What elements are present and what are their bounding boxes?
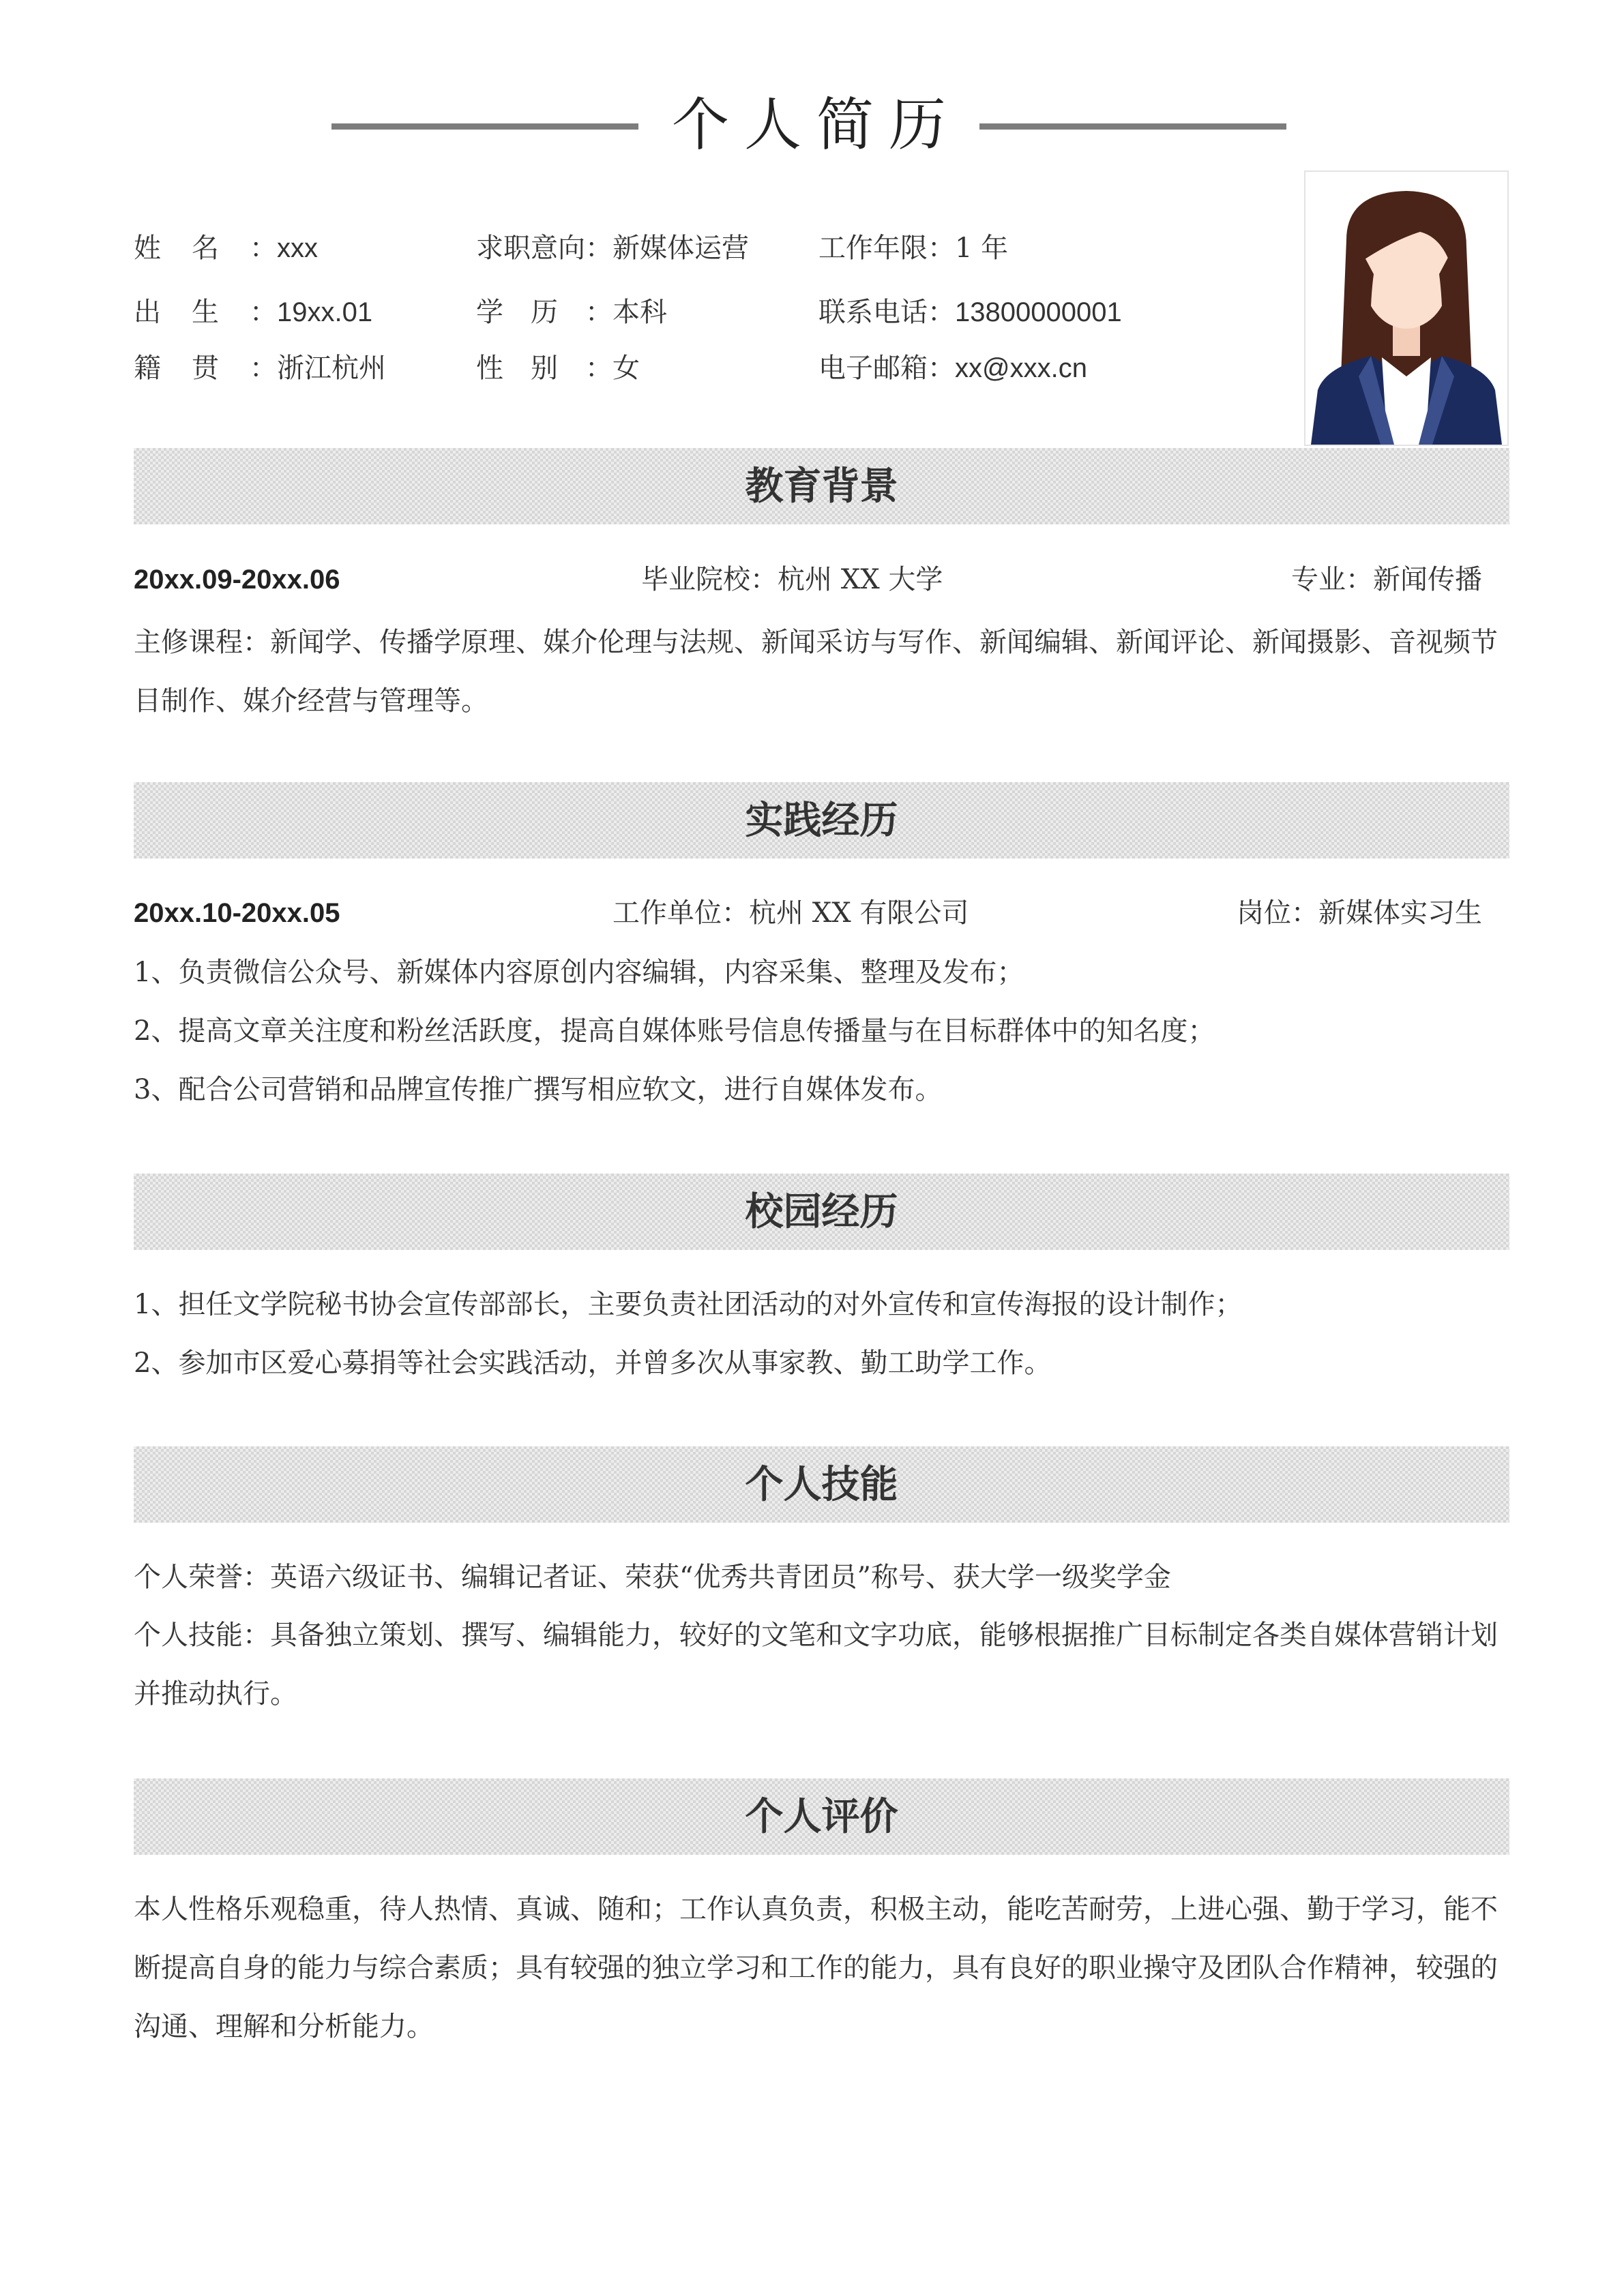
section-title-evaluation: 个人评价 <box>745 1794 898 1839</box>
practice-company: 工作单位：杭州 XX 有限公司 <box>612 897 969 929</box>
phone-field <box>818 292 1122 333</box>
gender-field <box>476 348 640 389</box>
phone-value: 13800000001 <box>955 297 1122 327</box>
education-major: 专业：新闻传播 <box>1291 564 1482 595</box>
section-title-practice: 实践经历 <box>745 798 898 843</box>
education-level-value: 本科 <box>612 297 667 328</box>
name-field <box>134 228 318 269</box>
section-header-practice <box>134 782 1509 859</box>
practice-item: 3、配合公司营销和品牌宣传推广撰写相应软文，进行自媒体发布。 <box>134 1074 943 1105</box>
education-period: 20xx.09-20xx.06 <box>134 565 340 595</box>
education-courses: 主修课程：新闻学、传播学原理、媒介伦理与法规、新闻采访与写作、新闻编辑、新闻评论、新闻摄影、音视频节目制作、媒介经营与管理等。 <box>134 627 1498 717</box>
campus-item: 2、参加市区爱心募捐等社会实践活动，并曾多次从事家教、勤工助学工作。 <box>134 1347 1052 1379</box>
birth-value: 19xx.01 <box>277 297 373 327</box>
campus-item: 1、担任文学院秘书协会宣传部部长，主要负责社团活动的对外宣传和宣传海报的设计制作； <box>134 1289 1243 1320</box>
education-school: 毕业院校：杭州 XX 大学 <box>641 564 943 595</box>
title-rule-left <box>331 123 638 130</box>
evaluation-text: 本人性格乐观稳重，待人热情、真诚、随和；工作认真负责，积极主动，能吃苦耐劳，上进心强、勤于学习，能不断提高自身的能力与综合素质；具有较强的独立学习和工作的能力，具有良好的职业操守及团队合作精神，较强的沟通、理解和分析能力。 <box>134 1894 1498 2042</box>
education-meta <box>134 559 1509 600</box>
email-label: 电子邮箱： <box>818 353 955 384</box>
native-place-label: 籍贯： <box>134 353 277 384</box>
practice-period: 20xx.10-20xx.05 <box>134 898 340 928</box>
gender-value: 女 <box>612 353 640 384</box>
section-title-skills: 个人技能 <box>745 1462 898 1507</box>
education-level-label: 学历： <box>476 297 612 328</box>
job-intention-label: 求职意向： <box>476 233 612 264</box>
native-place-value: 浙江杭州 <box>277 353 386 384</box>
work-years-value: 1 年 <box>955 233 1009 264</box>
email-field <box>818 348 1087 389</box>
practice-position: 岗位：新媒体实习生 <box>1237 897 1482 929</box>
job-intention-field <box>476 228 749 269</box>
name-label: 姓名： <box>134 233 277 264</box>
practice-meta <box>134 893 1509 934</box>
name-value: xxx <box>277 233 318 263</box>
skills-abilities: 个人技能：具备独立策划、撰写、编辑能力，较好的文笔和文字功底，能够根据推广目标制定各类自媒体营销计划并推动执行。 <box>134 1620 1498 1710</box>
section-header-education <box>134 448 1509 524</box>
section-header-skills <box>134 1446 1509 1523</box>
gender-label: 性别： <box>476 353 612 384</box>
birth-field <box>134 292 372 333</box>
section-title-campus: 校园经历 <box>745 1189 898 1234</box>
section-header-evaluation <box>134 1778 1509 1855</box>
phone-label: 联系电话： <box>818 297 955 328</box>
education-level-field <box>476 292 667 333</box>
section-title-education: 教育背景 <box>745 464 898 509</box>
work-years-field <box>818 228 1008 269</box>
email-value: xx@xxx.cn <box>955 353 1087 383</box>
native-place-field <box>134 348 386 389</box>
birth-label: 出生： <box>134 297 277 328</box>
avatar-illustration <box>1305 172 1507 445</box>
title-rule-right <box>979 123 1286 130</box>
work-years-label: 工作年限： <box>818 233 955 264</box>
profile-photo <box>1304 170 1509 446</box>
page-title: 个人简历 <box>671 91 961 158</box>
job-intention-value: 新媒体运营 <box>612 233 749 264</box>
skills-honors: 个人荣誉：英语六级证书、编辑记者证、荣获“优秀共青团员”称号、获大学一级奖学金 <box>134 1562 1171 1593</box>
practice-item: 2、提高文章关注度和粉丝活跃度，提高自媒体账号信息传播量与在目标群体中的知名度； <box>134 1015 1215 1047</box>
practice-item: 1、负责微信公众号、新媒体内容原创内容编辑，内容采集、整理及发布； <box>134 957 1024 988</box>
section-header-campus <box>134 1174 1509 1250</box>
